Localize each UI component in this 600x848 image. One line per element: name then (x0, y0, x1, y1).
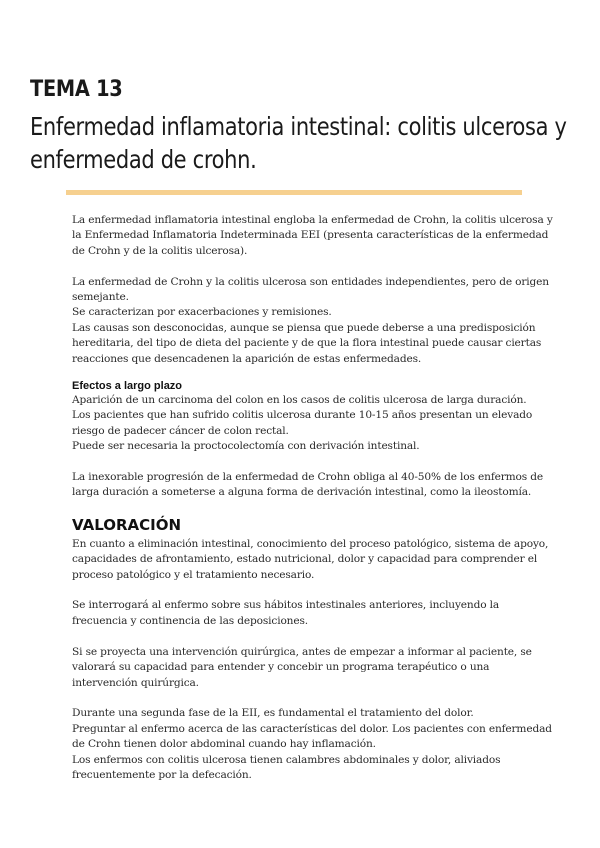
paragraph-progresion (72, 470, 562, 501)
heading-valoracion: VALORACIÓN (72, 515, 182, 534)
topic-number: TEMA 13 (30, 77, 123, 102)
text-line: larga duración a someterse a alguna forma de derivación intestinal, como la ileostomía. (72, 486, 532, 499)
title-block (30, 76, 575, 176)
title-line-2: enfermedad de crohn. (30, 145, 257, 174)
text-line: La enfermedad de Crohn y la colitis ulcerosa son entidades independientes, pero de origen (72, 275, 549, 288)
text-line: capacidades de afrontamiento, estado nutricional, dolor y capacidad para comprender el (72, 553, 538, 566)
text-line: proceso patológico y el tratamiento necesario. (72, 568, 315, 581)
text-line: frecuentemente por la defecación. (72, 768, 252, 781)
text-line: La enfermedad inflamatoria intestinal engloba la enfermedad de Crohn, la colitis ulcerosa y (72, 214, 553, 226)
text-line: valorará su capacidad para entender y concebir un programa terapéutico o una (72, 661, 490, 674)
text-line: En cuanto a eliminación intestinal, conocimiento del proceso patológico, sistema de apoyo, (72, 537, 549, 550)
paragraph-valoracion-3 (72, 645, 562, 691)
text-line: semejante. (72, 291, 129, 304)
text-line: frecuencia y continencia de las deposiciones. (72, 614, 308, 627)
text-line: Preguntar al enfermo acerca de las características del dolor. Los pacientes con enfermedad (72, 722, 552, 735)
paragraph-valoracion-1 (72, 537, 562, 583)
heading-efectos: Efectos a largo plazo (72, 380, 183, 393)
text-line: la Enfermedad Inflamatoria Indeterminada EEI (presenta características de la enfermedad (72, 229, 549, 242)
paragraph-intro (72, 213, 562, 259)
text-line: de Crohn tienen dolor abdominal cuando hay inflamación. (72, 738, 376, 751)
text-line: Puede ser necesaria la proctocolectomía con derivación intestinal. (72, 440, 420, 453)
text-line: Se interrogará al enfermo sobre sus hábitos intestinales anteriores, incluyendo la (72, 599, 500, 612)
text-line: riesgo de padecer cáncer de colon rectal. (72, 424, 289, 437)
text-line: Las causas son desconocidas, aunque se piensa que puede deberse a una predisposición (72, 321, 536, 334)
text-line: hereditaria, del tipo de dieta del paciente y de que la flora intestinal puede causar ciertas (72, 337, 542, 350)
text-line: Durante una segunda fase de la EII, es fundamental el tratamiento del dolor. (72, 707, 474, 720)
text-line: reacciones que desencadenen la aparición de estas enfermedades. (72, 352, 422, 365)
text-line: Aparición de un carcinoma del colon en los casos de colitis ulcerosa de larga duración. (72, 394, 527, 407)
accent-divider (66, 190, 522, 195)
text-line: Los pacientes que han sufrido colitis ulcerosa durante 10-15 años presentan un elevado (72, 409, 533, 422)
text-line: Los enfermos con colitis ulcerosa tienen calambres abdominales y dolor, aliviados (72, 753, 501, 766)
paragraph-valoracion-2 (72, 598, 562, 629)
paragraph-efectos (72, 393, 562, 455)
text-line: La inexorable progresión de la enfermedad de Crohn obliga al 40-50% de los enfermos de (72, 471, 544, 484)
title-line-1: Enfermedad inflamatoria intestinal: colitis ulcerosa y (30, 112, 567, 141)
text-line: de Crohn y de la colitis ulcerosa). (72, 244, 248, 257)
text-line: Se caracterizan por exacerbaciones y remisiones. (72, 306, 332, 319)
paragraph-valoracion-4 (72, 706, 562, 783)
text-line: Si se proyecta una intervención quirúrgica, antes de empezar a informar al paciente, se (72, 645, 532, 658)
page-title (30, 110, 568, 176)
document-body (72, 213, 562, 783)
text-line: intervención quirúrgica. (72, 676, 199, 689)
paragraph-origin (72, 275, 562, 367)
